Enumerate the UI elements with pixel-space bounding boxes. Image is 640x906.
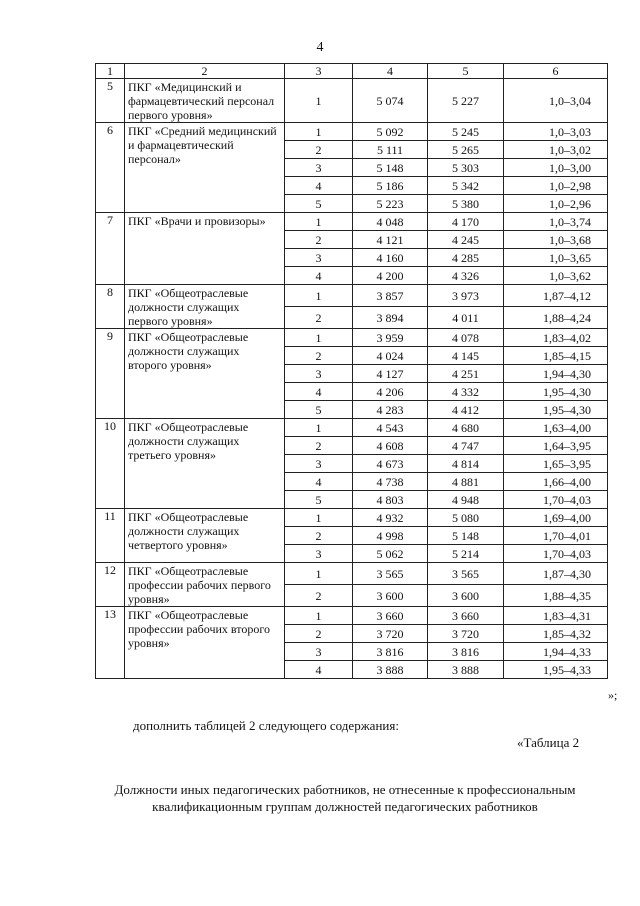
group-name: ПКГ «Общеотраслевые профессии рабочих второго уровня» <box>125 607 285 679</box>
salary-value-new: 4 245 <box>428 231 504 249</box>
group-name: ПКГ «Средний медицинский и фармацевтический персонал» <box>125 123 285 213</box>
coefficient-range: 1,94–4,33 <box>504 643 608 661</box>
qualification-level: 2 <box>285 625 353 643</box>
table-row <box>96 563 608 585</box>
qualification-level: 1 <box>285 79 353 123</box>
qualification-level: 2 <box>285 437 353 455</box>
column-header: 2 <box>125 64 285 79</box>
salary-value-new: 3 888 <box>428 661 504 679</box>
coefficient-range: 1,0–3,65 <box>504 249 608 267</box>
salary-value-new: 5 080 <box>428 509 504 527</box>
salary-value-new: 5 148 <box>428 527 504 545</box>
column-header: 3 <box>285 64 353 79</box>
group-number: 7 <box>96 213 125 285</box>
coefficient-range: 1,0–3,00 <box>504 159 608 177</box>
salary-value: 3 660 <box>353 607 428 625</box>
salary-value: 5 092 <box>353 123 428 141</box>
qualification-level: 3 <box>285 159 353 177</box>
qualification-level: 4 <box>285 177 353 195</box>
salary-value: 5 186 <box>353 177 428 195</box>
salary-value: 3 894 <box>353 307 428 329</box>
salary-value-new: 4 747 <box>428 437 504 455</box>
qualification-level: 4 <box>285 473 353 491</box>
coefficient-range: 1,0–3,04 <box>504 79 608 123</box>
column-header: 6 <box>504 64 608 79</box>
group-name: ПКГ «Медицинский и фармацевтический персонал первого уровня» <box>125 79 285 123</box>
coefficient-range: 1,95–4,33 <box>504 661 608 679</box>
coefficient-range: 1,66–4,00 <box>504 473 608 491</box>
qualification-level: 2 <box>285 585 353 607</box>
salary-value: 5 074 <box>353 79 428 123</box>
coefficient-range: 1,0–3,03 <box>504 123 608 141</box>
group-number: 13 <box>96 607 125 679</box>
salary-value-new: 3 660 <box>428 607 504 625</box>
section-heading <box>80 781 610 815</box>
group-name: ПКГ «Общеотраслевые профессии рабочих первого уровня» <box>125 563 285 607</box>
salary-table <box>95 63 608 679</box>
qualification-level: 5 <box>285 491 353 509</box>
salary-value: 4 283 <box>353 401 428 419</box>
table2-label: «Таблица 2 <box>517 735 580 750</box>
salary-value: 4 608 <box>353 437 428 455</box>
qualification-level: 1 <box>285 123 353 141</box>
salary-value: 5 148 <box>353 159 428 177</box>
coefficient-range: 1,0–3,62 <box>504 267 608 285</box>
coefficient-range: 1,70–4,03 <box>504 545 608 563</box>
salary-value: 3 888 <box>353 661 428 679</box>
salary-value: 3 600 <box>353 585 428 607</box>
salary-value-new: 4 170 <box>428 213 504 231</box>
coefficient-range: 1,70–4,01 <box>504 527 608 545</box>
salary-value-new: 3 816 <box>428 643 504 661</box>
group-number: 12 <box>96 563 125 607</box>
group-name: ПКГ «Общеотраслевые должности служащих первого уровня» <box>125 285 285 329</box>
salary-value-new: 4 078 <box>428 329 504 347</box>
group-number: 8 <box>96 285 125 329</box>
qualification-level: 5 <box>285 401 353 419</box>
column-header: 4 <box>353 64 428 79</box>
coefficient-range: 1,83–4,31 <box>504 607 608 625</box>
salary-value: 5 111 <box>353 141 428 159</box>
coefficient-range: 1,63–4,00 <box>504 419 608 437</box>
salary-value-new: 5 214 <box>428 545 504 563</box>
coefficient-range: 1,88–4,24 <box>504 307 608 329</box>
table-row <box>96 607 608 625</box>
salary-value: 5 062 <box>353 545 428 563</box>
qualification-level: 1 <box>285 607 353 625</box>
qualification-level: 4 <box>285 383 353 401</box>
salary-table-container <box>95 63 608 679</box>
salary-value-new: 4 881 <box>428 473 504 491</box>
qualification-level: 2 <box>285 527 353 545</box>
salary-value-new: 4 251 <box>428 365 504 383</box>
coefficient-range: 1,70–4,03 <box>504 491 608 509</box>
heading-line-1: Должности иных педагогических работников, не отнесенные к профессиональным <box>114 782 576 797</box>
coefficient-range: 1,85–4,32 <box>504 625 608 643</box>
salary-value-new: 3 973 <box>428 285 504 307</box>
qualification-level: 3 <box>285 455 353 473</box>
qualification-level: 2 <box>285 231 353 249</box>
group-number: 9 <box>96 329 125 419</box>
group-name: ПКГ «Общеотраслевые должности служащих третьего уровня» <box>125 419 285 509</box>
group-name: ПКГ «Общеотраслевые должности служащих второго уровня» <box>125 329 285 419</box>
salary-value-new: 4 814 <box>428 455 504 473</box>
qualification-level: 4 <box>285 661 353 679</box>
coefficient-range: 1,85–4,15 <box>504 347 608 365</box>
salary-value-new: 4 011 <box>428 307 504 329</box>
group-number: 6 <box>96 123 125 213</box>
salary-value-new: 4 285 <box>428 249 504 267</box>
table-row <box>96 509 608 527</box>
coefficient-range: 1,95–4,30 <box>504 401 608 419</box>
qualification-level: 1 <box>285 509 353 527</box>
table-row <box>96 123 608 141</box>
coefficient-range: 1,0–2,96 <box>504 195 608 213</box>
salary-value-new: 3 720 <box>428 625 504 643</box>
qualification-level: 1 <box>285 563 353 585</box>
salary-value: 4 932 <box>353 509 428 527</box>
coefficient-range: 1,0–3,74 <box>504 213 608 231</box>
qualification-level: 3 <box>285 545 353 563</box>
salary-value-new: 5 227 <box>428 79 504 123</box>
salary-value: 4 998 <box>353 527 428 545</box>
group-number: 11 <box>96 509 125 563</box>
salary-value: 4 121 <box>353 231 428 249</box>
salary-value: 4 543 <box>353 419 428 437</box>
salary-value: 3 565 <box>353 563 428 585</box>
qualification-level: 2 <box>285 307 353 329</box>
salary-value: 4 206 <box>353 383 428 401</box>
salary-value-new: 3 600 <box>428 585 504 607</box>
coefficient-range: 1,0–3,68 <box>504 231 608 249</box>
coefficient-range: 1,83–4,02 <box>504 329 608 347</box>
qualification-level: 2 <box>285 141 353 159</box>
qualification-level: 3 <box>285 249 353 267</box>
table-closing-quote: »; <box>608 688 618 702</box>
heading-line-2: квалификационным группам должностей педагогических работников <box>152 799 538 814</box>
coefficient-range: 1,87–4,12 <box>504 285 608 307</box>
group-number: 5 <box>96 79 125 123</box>
salary-value: 4 160 <box>353 249 428 267</box>
salary-value-new: 4 412 <box>428 401 504 419</box>
intro-text: дополнить таблицей 2 следующего содержания: <box>133 718 399 733</box>
salary-value-new: 3 565 <box>428 563 504 585</box>
table-row <box>96 329 608 347</box>
qualification-level: 2 <box>285 347 353 365</box>
coefficient-range: 1,95–4,30 <box>504 383 608 401</box>
salary-value: 4 803 <box>353 491 428 509</box>
salary-value-new: 4 332 <box>428 383 504 401</box>
salary-value: 4 048 <box>353 213 428 231</box>
page-number: 4 <box>316 40 324 55</box>
salary-value-new: 4 948 <box>428 491 504 509</box>
coefficient-range: 1,64–3,95 <box>504 437 608 455</box>
coefficient-range: 1,94–4,30 <box>504 365 608 383</box>
column-header: 5 <box>428 64 504 79</box>
salary-value-new: 4 145 <box>428 347 504 365</box>
qualification-level: 4 <box>285 267 353 285</box>
salary-value: 4 200 <box>353 267 428 285</box>
salary-value: 3 959 <box>353 329 428 347</box>
qualification-level: 1 <box>285 419 353 437</box>
table-row <box>96 419 608 437</box>
qualification-level: 1 <box>285 285 353 307</box>
salary-value-new: 4 680 <box>428 419 504 437</box>
salary-value-new: 5 265 <box>428 141 504 159</box>
qualification-level: 3 <box>285 643 353 661</box>
salary-value: 4 127 <box>353 365 428 383</box>
coefficient-range: 1,65–3,95 <box>504 455 608 473</box>
salary-value-new: 5 303 <box>428 159 504 177</box>
coefficient-range: 1,0–3,02 <box>504 141 608 159</box>
salary-value-new: 5 245 <box>428 123 504 141</box>
coefficient-range: 1,87–4,30 <box>504 563 608 585</box>
group-number: 10 <box>96 419 125 509</box>
coefficient-range: 1,88–4,35 <box>504 585 608 607</box>
table-header-row <box>96 64 608 79</box>
salary-value: 4 673 <box>353 455 428 473</box>
coefficient-range: 1,69–4,00 <box>504 509 608 527</box>
table-row <box>96 79 608 123</box>
qualification-level: 3 <box>285 365 353 383</box>
salary-value: 3 816 <box>353 643 428 661</box>
qualification-level: 5 <box>285 195 353 213</box>
salary-value: 5 223 <box>353 195 428 213</box>
salary-value: 4 738 <box>353 473 428 491</box>
group-name: ПКГ «Общеотраслевые должности служащих четвертого уровня» <box>125 509 285 563</box>
salary-value-new: 5 380 <box>428 195 504 213</box>
qualification-level: 1 <box>285 213 353 231</box>
salary-value: 3 720 <box>353 625 428 643</box>
table-row <box>96 285 608 307</box>
coefficient-range: 1,0–2,98 <box>504 177 608 195</box>
table-row <box>96 213 608 231</box>
salary-value: 4 024 <box>353 347 428 365</box>
salary-value: 3 857 <box>353 285 428 307</box>
salary-value-new: 4 326 <box>428 267 504 285</box>
qualification-level: 1 <box>285 329 353 347</box>
group-name: ПКГ «Врачи и провизоры» <box>125 213 285 285</box>
column-header: 1 <box>96 64 125 79</box>
salary-value-new: 5 342 <box>428 177 504 195</box>
